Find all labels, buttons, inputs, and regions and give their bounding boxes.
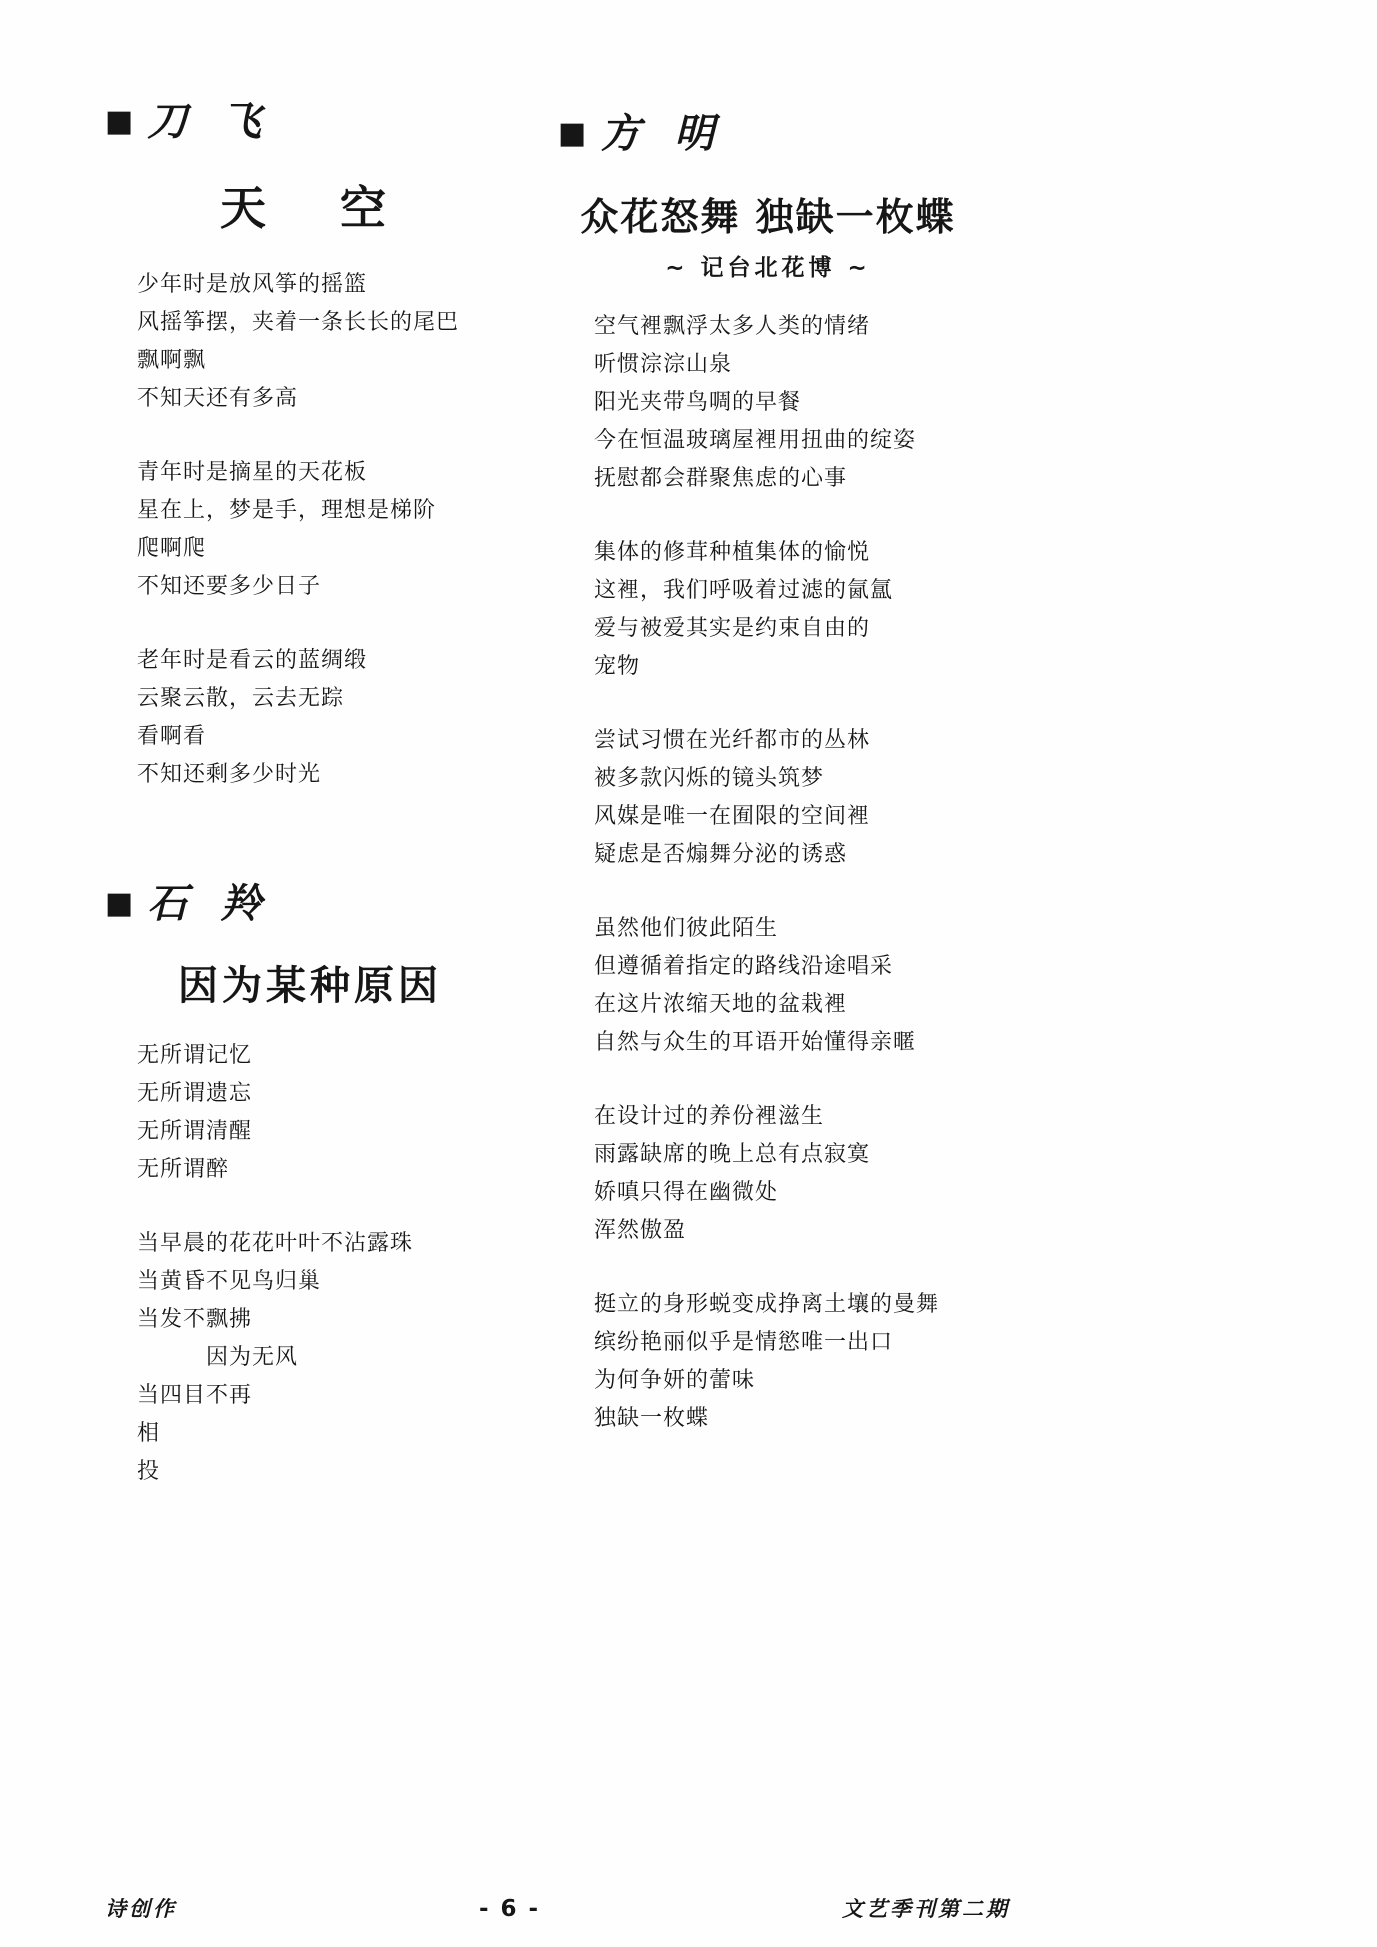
right-column: [558, 112, 978, 1474]
section-divider-space: [105, 830, 515, 882]
poem-line: 青年时是摘星的天花板: [137, 460, 368, 485]
poem-line: 抚慰都会群聚焦虑的心事: [594, 466, 848, 491]
poem-line: 当发不飘拂: [137, 1307, 253, 1332]
poem2-author-row: [105, 882, 515, 926]
poem-line: 宠物: [594, 654, 641, 679]
poem3-author-name: 方 明: [600, 110, 725, 157]
poem-line: 相: [137, 1421, 161, 1446]
poem2-body: [105, 1037, 515, 1491]
poem-line: 不知还剩多少时光: [137, 762, 322, 787]
poem-line: 爱与被爱其实是约束自由的: [594, 616, 871, 641]
stanza: [594, 308, 978, 498]
poem-line: 为何争妍的蕾味: [594, 1368, 756, 1393]
author-bullet-icon: ■: [105, 886, 134, 921]
poem-line: 投: [137, 1459, 161, 1484]
stanza: [594, 1286, 978, 1438]
poem-line: 挺立的身形蜕变成挣离土壤的曼舞: [594, 1292, 940, 1317]
poem-line: 独缺一枚蝶: [594, 1406, 710, 1431]
poem-line: 风摇筝摆，夹着一条长长的尾巴: [137, 310, 460, 335]
left-column: [105, 100, 515, 1527]
poem3-author-row: [558, 112, 978, 156]
author-bullet-icon: ■: [105, 104, 134, 139]
footer-journal-label: 文艺季刊第二期: [842, 1896, 1010, 1921]
poem-line: 缤纷艳丽似乎是情慾唯一出口: [594, 1330, 894, 1355]
poem-line: 不知还要多少日子: [137, 574, 322, 599]
poem-line: 老年时是看云的蓝绸缎: [137, 648, 368, 673]
poem1-title: 天 空: [220, 181, 400, 235]
poem1-author-row: [105, 100, 515, 144]
poem-line: 雨露缺席的晚上总有点寂寞: [594, 1142, 871, 1167]
poem-line: 无所谓遗忘: [137, 1081, 253, 1106]
poem-line: 尝试习惯在光纤都市的丛林: [594, 728, 871, 753]
poem-line: 云聚云散，云去无踪: [137, 686, 345, 711]
poem3-title: 众花怒舞 独缺一枚蝶: [580, 195, 956, 239]
poem-line: 空气裡飘浮太多人类的情绪: [594, 314, 871, 339]
page-footer: [105, 1893, 1010, 1923]
poem-line: 在这片浓缩天地的盆栽裡: [594, 992, 848, 1017]
poem-line: 疑虑是否煽舞分泌的诱惑: [594, 842, 848, 867]
poem-line: 当四目不再: [137, 1383, 253, 1408]
poem-line: 这裡，我们呼吸着过滤的氤氲: [594, 578, 894, 603]
poem-line: 阳光夹带鸟啁的早餐: [594, 390, 802, 415]
poem-line: 浑然傲盈: [594, 1218, 687, 1243]
poem-line: 星在上，梦是手，理想是梯阶: [137, 498, 437, 523]
poem2-title: 因为某种原因: [178, 963, 442, 1009]
poem1-body: [105, 266, 515, 794]
poem-line: 今在恒温玻璃屋裡用扭曲的绽姿: [594, 428, 917, 453]
author-bullet-icon: ■: [558, 116, 587, 151]
poem-line: 无所谓清醒: [137, 1119, 253, 1144]
poem-line: 被多款闪烁的镜头筑梦: [594, 766, 825, 791]
poem3-subtitle: ~ 记台北花博 ~: [665, 255, 871, 281]
poem-line: 爬啊爬: [137, 536, 207, 561]
poem-line: 听惯淙淙山泉: [594, 352, 733, 377]
poem-line: 在设计过的养份裡滋生: [594, 1104, 825, 1129]
page-number: - 6 -: [478, 1896, 541, 1922]
stanza: [594, 534, 978, 686]
poem-line: 无所谓记忆: [137, 1043, 253, 1068]
poem-line: 当早晨的花花叶叶不沾露珠: [137, 1231, 414, 1256]
poem-line: 不知天还有多高: [137, 386, 299, 411]
poem-line: 当黄昏不见鸟归巢: [137, 1269, 322, 1294]
stanza: [594, 722, 978, 874]
poem-line: 无所谓醉: [137, 1157, 230, 1182]
stanza: [137, 642, 515, 794]
poem-line: 娇嗔只得在幽微处: [594, 1180, 779, 1205]
poem-line: 风媒是唯一在囿限的空间裡: [594, 804, 871, 829]
stanza: [137, 266, 515, 418]
poem-line: 但遵循着指定的路线沿途唱采: [594, 954, 894, 979]
stanza: [137, 454, 515, 606]
stanza: [137, 1037, 515, 1189]
poem-line: 少年时是放风筝的摇篮: [137, 272, 368, 297]
stanza: [137, 1225, 515, 1491]
poem-line: 因为无风: [137, 1345, 299, 1370]
poem1-author-name: 刀 飞: [147, 98, 272, 145]
stanza: [594, 910, 978, 1062]
poem3-body: [558, 308, 978, 1438]
poem-line: 看啊看: [137, 724, 207, 749]
poem-line: 虽然他们彼此陌生: [594, 916, 779, 941]
poem2-author-name: 石 羚: [147, 880, 272, 927]
poem-line: 自然与众生的耳语开始懂得亲暱: [594, 1030, 917, 1055]
footer-section-label: 诗创作: [105, 1896, 177, 1921]
stanza: [594, 1098, 978, 1250]
poem-line: 飘啊飘: [137, 348, 207, 373]
poem-line: 集体的修茸种植集体的愉悦: [594, 540, 871, 565]
